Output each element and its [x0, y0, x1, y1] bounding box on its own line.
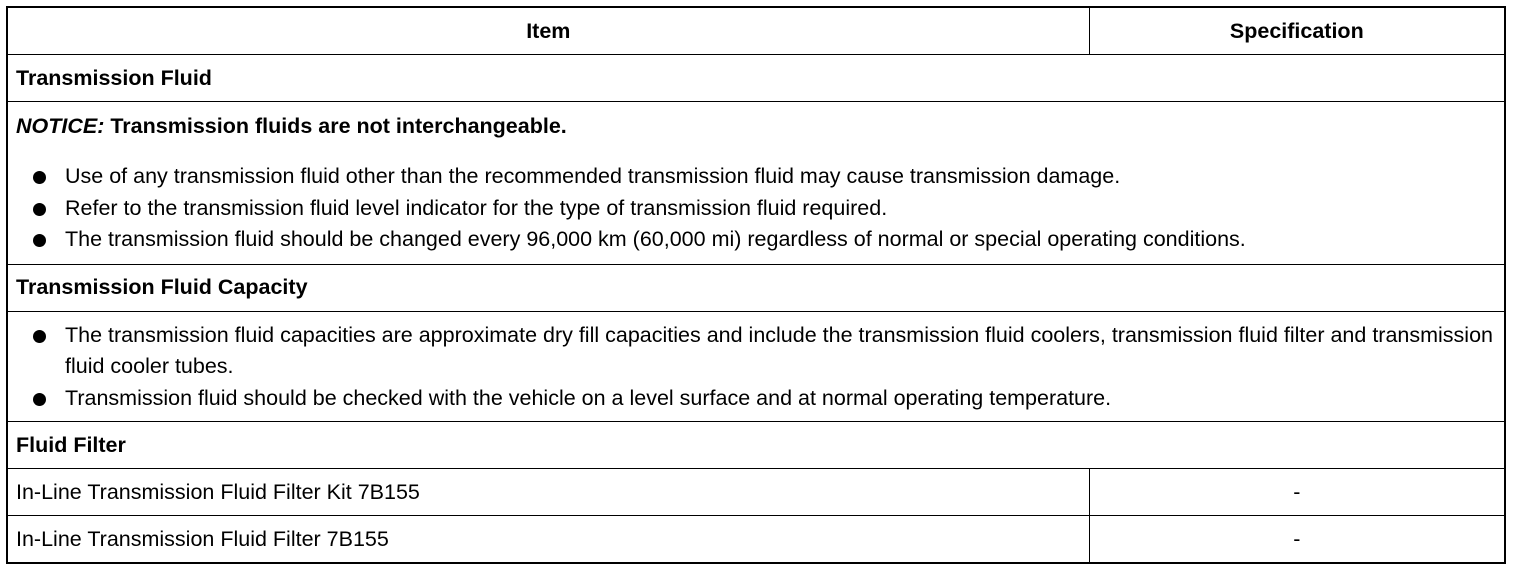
- bullet-icon: [33, 393, 46, 406]
- specification-cell: -: [1089, 516, 1505, 564]
- table-row: [7, 516, 1505, 564]
- list-item: [32, 320, 1496, 383]
- item-cell: In-Line Transmission Fluid Filter Kit 7B155: [7, 469, 1089, 516]
- bullet-text: Transmission fluid should be checked with the vehicle on a level surface and at normal operating temperature.: [65, 385, 1112, 410]
- section-title: Fluid Filter: [7, 422, 1505, 469]
- notice-line: [16, 111, 1496, 141]
- list-item: [32, 383, 1496, 415]
- notice-bullet-list: [16, 161, 1496, 256]
- list-item: [32, 193, 1496, 225]
- specification-cell: -: [1089, 469, 1505, 516]
- notice-cell: [7, 102, 1505, 265]
- bullet-icon: [33, 330, 46, 343]
- section-row-fluid-filter: [7, 422, 1505, 469]
- specification-table: [6, 6, 1506, 564]
- capacity-notes-cell: [7, 311, 1505, 422]
- item-cell: In-Line Transmission Fluid Filter 7B155: [7, 516, 1089, 564]
- bullet-text: The transmission fluid capacities are approximate dry fill capacities and include the transmission fluid coolers, transmission fluid filter and transmission fluid cooler tubes.: [65, 322, 1493, 378]
- bullet-icon: [33, 234, 46, 247]
- capacity-bullet-list: [16, 320, 1496, 415]
- column-header-item: Item: [7, 7, 1089, 55]
- list-item: [32, 224, 1496, 256]
- bullet-text: Use of any transmission fluid other than the recommended transmission fluid may cause transmission damage.: [65, 164, 1121, 188]
- notice-row: [7, 102, 1505, 265]
- header-row: [7, 7, 1505, 55]
- bullet-text: The transmission fluid should be changed every 96,000 km (60,000 mi) regardless of normal or special operating conditions.: [65, 227, 1246, 251]
- capacity-notes-row: [7, 311, 1505, 422]
- section-title: Transmission Fluid: [7, 55, 1505, 102]
- notice-text: Transmission fluids are not interchangeable.: [104, 114, 567, 138]
- column-header-specification: Specification: [1089, 7, 1505, 55]
- section-row-capacity: [7, 264, 1505, 311]
- bullet-text: Refer to the transmission fluid level indicator for the type of transmission fluid required.: [65, 195, 888, 220]
- bullet-icon: [33, 203, 46, 216]
- table-row: [7, 469, 1505, 516]
- bullet-icon: [33, 171, 46, 184]
- section-title: Transmission Fluid Capacity: [7, 264, 1505, 311]
- notice-label: NOTICE:: [16, 114, 105, 138]
- section-row-transmission-fluid: [7, 55, 1505, 102]
- list-item: [32, 161, 1496, 193]
